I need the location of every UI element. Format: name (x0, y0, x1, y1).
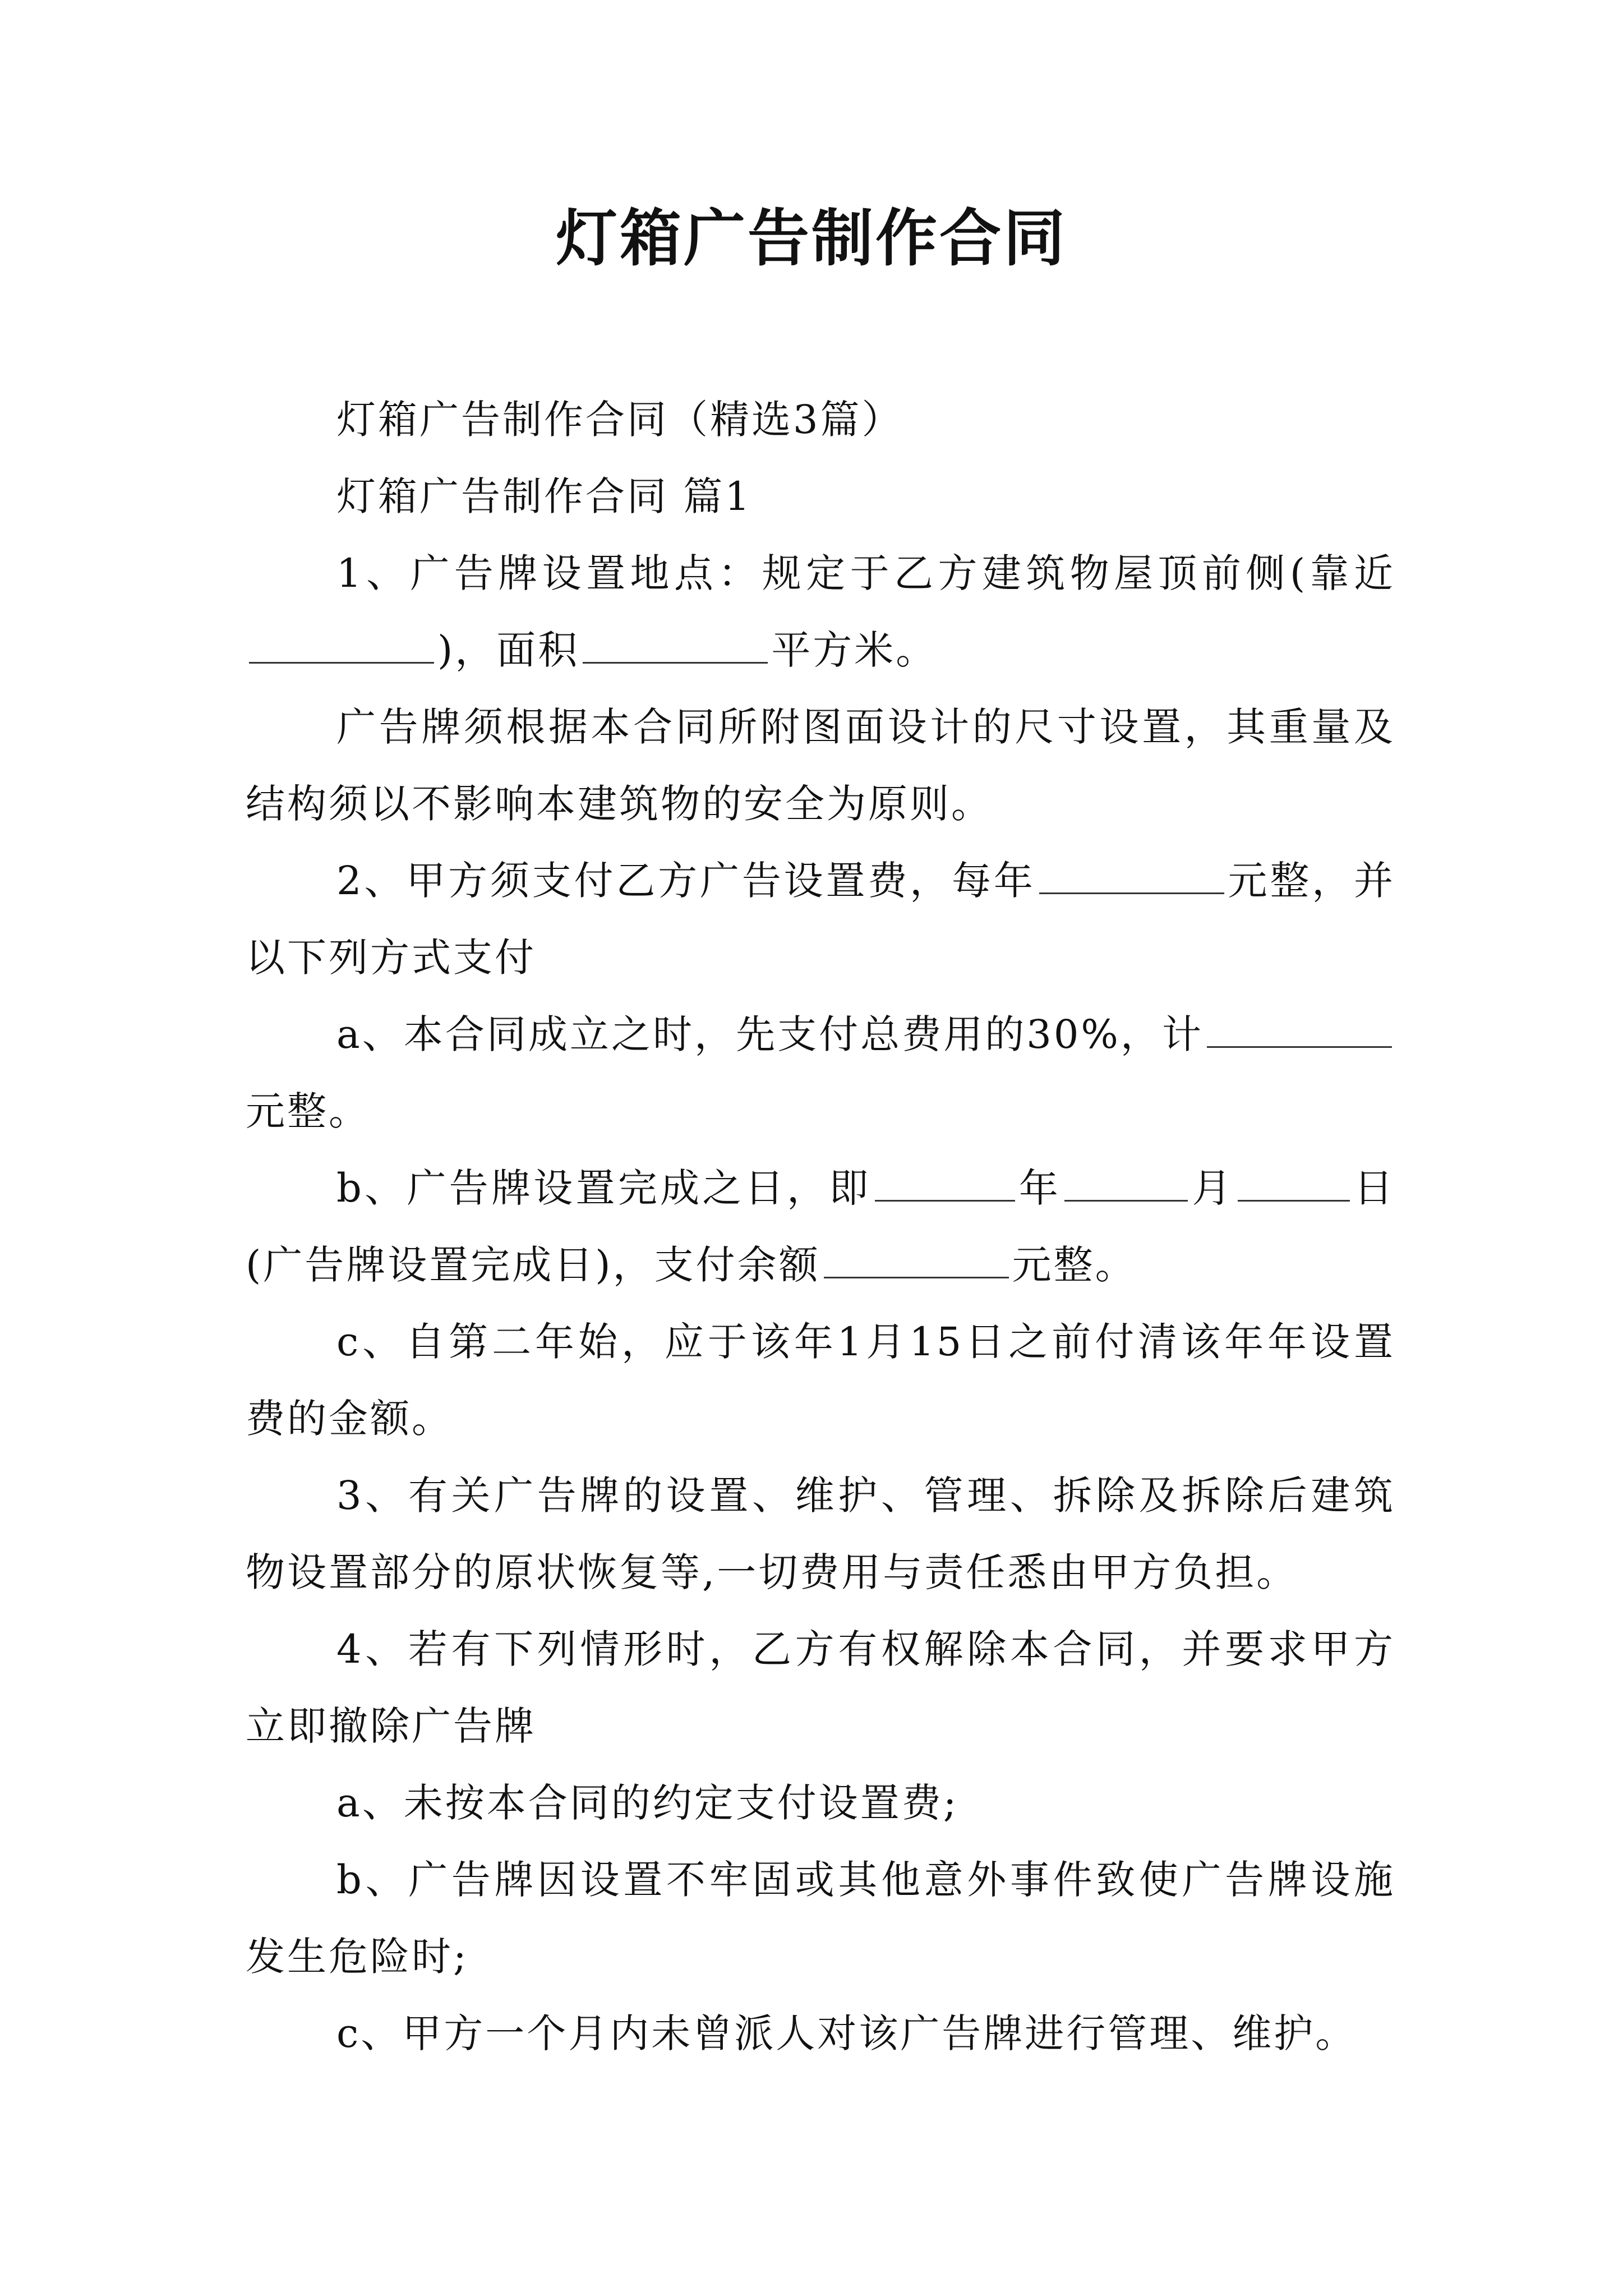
clause-2-payment-b (246, 1150, 1395, 1304)
subtitle: 灯箱广告制作合同（精选3篇） (336, 397, 903, 443)
clause-2b-text-d: 日(广告牌设置完成日)，支付余额 (246, 1165, 1396, 1288)
clause-2b-text-e: 元整。 (1012, 1242, 1137, 1288)
clause-4-case-b: b、广告牌因设置不牢固或其他意外事件致使广告牌设施发生危险时; (246, 1857, 1395, 1980)
clause-2b-text-a: b、广告牌设置完成之日，即 (336, 1165, 872, 1211)
fill-blank-year (875, 1167, 1015, 1202)
fill-blank-area (583, 629, 768, 664)
clause-4-case-a: a、未按本合同的约定支付设置费; (336, 1780, 959, 1826)
clause-4-termination: 4、若有下列情形时，乙方有权解除本合同，并要求甲方立即撤除广告牌 (246, 1626, 1395, 1749)
fill-blank-location (249, 629, 434, 664)
fill-blank-balance (824, 1244, 1009, 1278)
fill-blank-annual-fee (1039, 860, 1224, 894)
clause-2b-text-c: 月 (1191, 1165, 1234, 1211)
clause-2b-text-b: 年 (1018, 1165, 1062, 1211)
fill-blank-day (1238, 1167, 1350, 1202)
clause-1-location (246, 535, 1395, 689)
clause-2-payment-a (246, 996, 1395, 1150)
clause-3-responsibility: 3、有关广告牌的设置、维护、管理、拆除及拆除后建筑物设置部分的原状恢复等,一切费用与责任悉由甲方负担。 (246, 1473, 1395, 1595)
clause-2-payment-c: c、自第二年始，应于该年1月15日之前付清该年年设置费的金额。 (246, 1319, 1395, 1442)
clause-1-text-a: 1、广告牌设置地点：规定于乙方建筑物屋顶前侧(靠近 (336, 550, 1395, 596)
section-heading: 灯箱广告制作合同 篇1 (336, 473, 752, 519)
clause-2a-text-b: 元整。 (246, 1088, 370, 1134)
fill-blank-first-payment (1207, 1014, 1392, 1048)
clause-1-text-b: )，面积 (437, 627, 580, 673)
clause-2-text-b: 元整，并以下列方式支付 (246, 858, 1395, 981)
clause-4-case-c: c、甲方一个月内未曾派人对该广告牌进行管理、维护。 (336, 2010, 1357, 2056)
clause-1-text-c: 平方米。 (771, 627, 938, 673)
document-body (246, 381, 1395, 2072)
document-title: 灯箱广告制作合同 (556, 202, 1067, 274)
clause-2-text-a: 2、甲方须支付乙方广告设置费，每年 (336, 858, 1036, 904)
clause-2a-text-a: a、本合同成立之时，先支付总费用的30%，计 (336, 1011, 1204, 1057)
fill-blank-month (1064, 1167, 1188, 1202)
clause-2-fee (246, 843, 1395, 996)
clause-1-design: 广告牌须根据本合同所附图面设计的尺寸设置，其重量及结构须以不影响本建筑物的安全为原则。 (246, 704, 1395, 827)
